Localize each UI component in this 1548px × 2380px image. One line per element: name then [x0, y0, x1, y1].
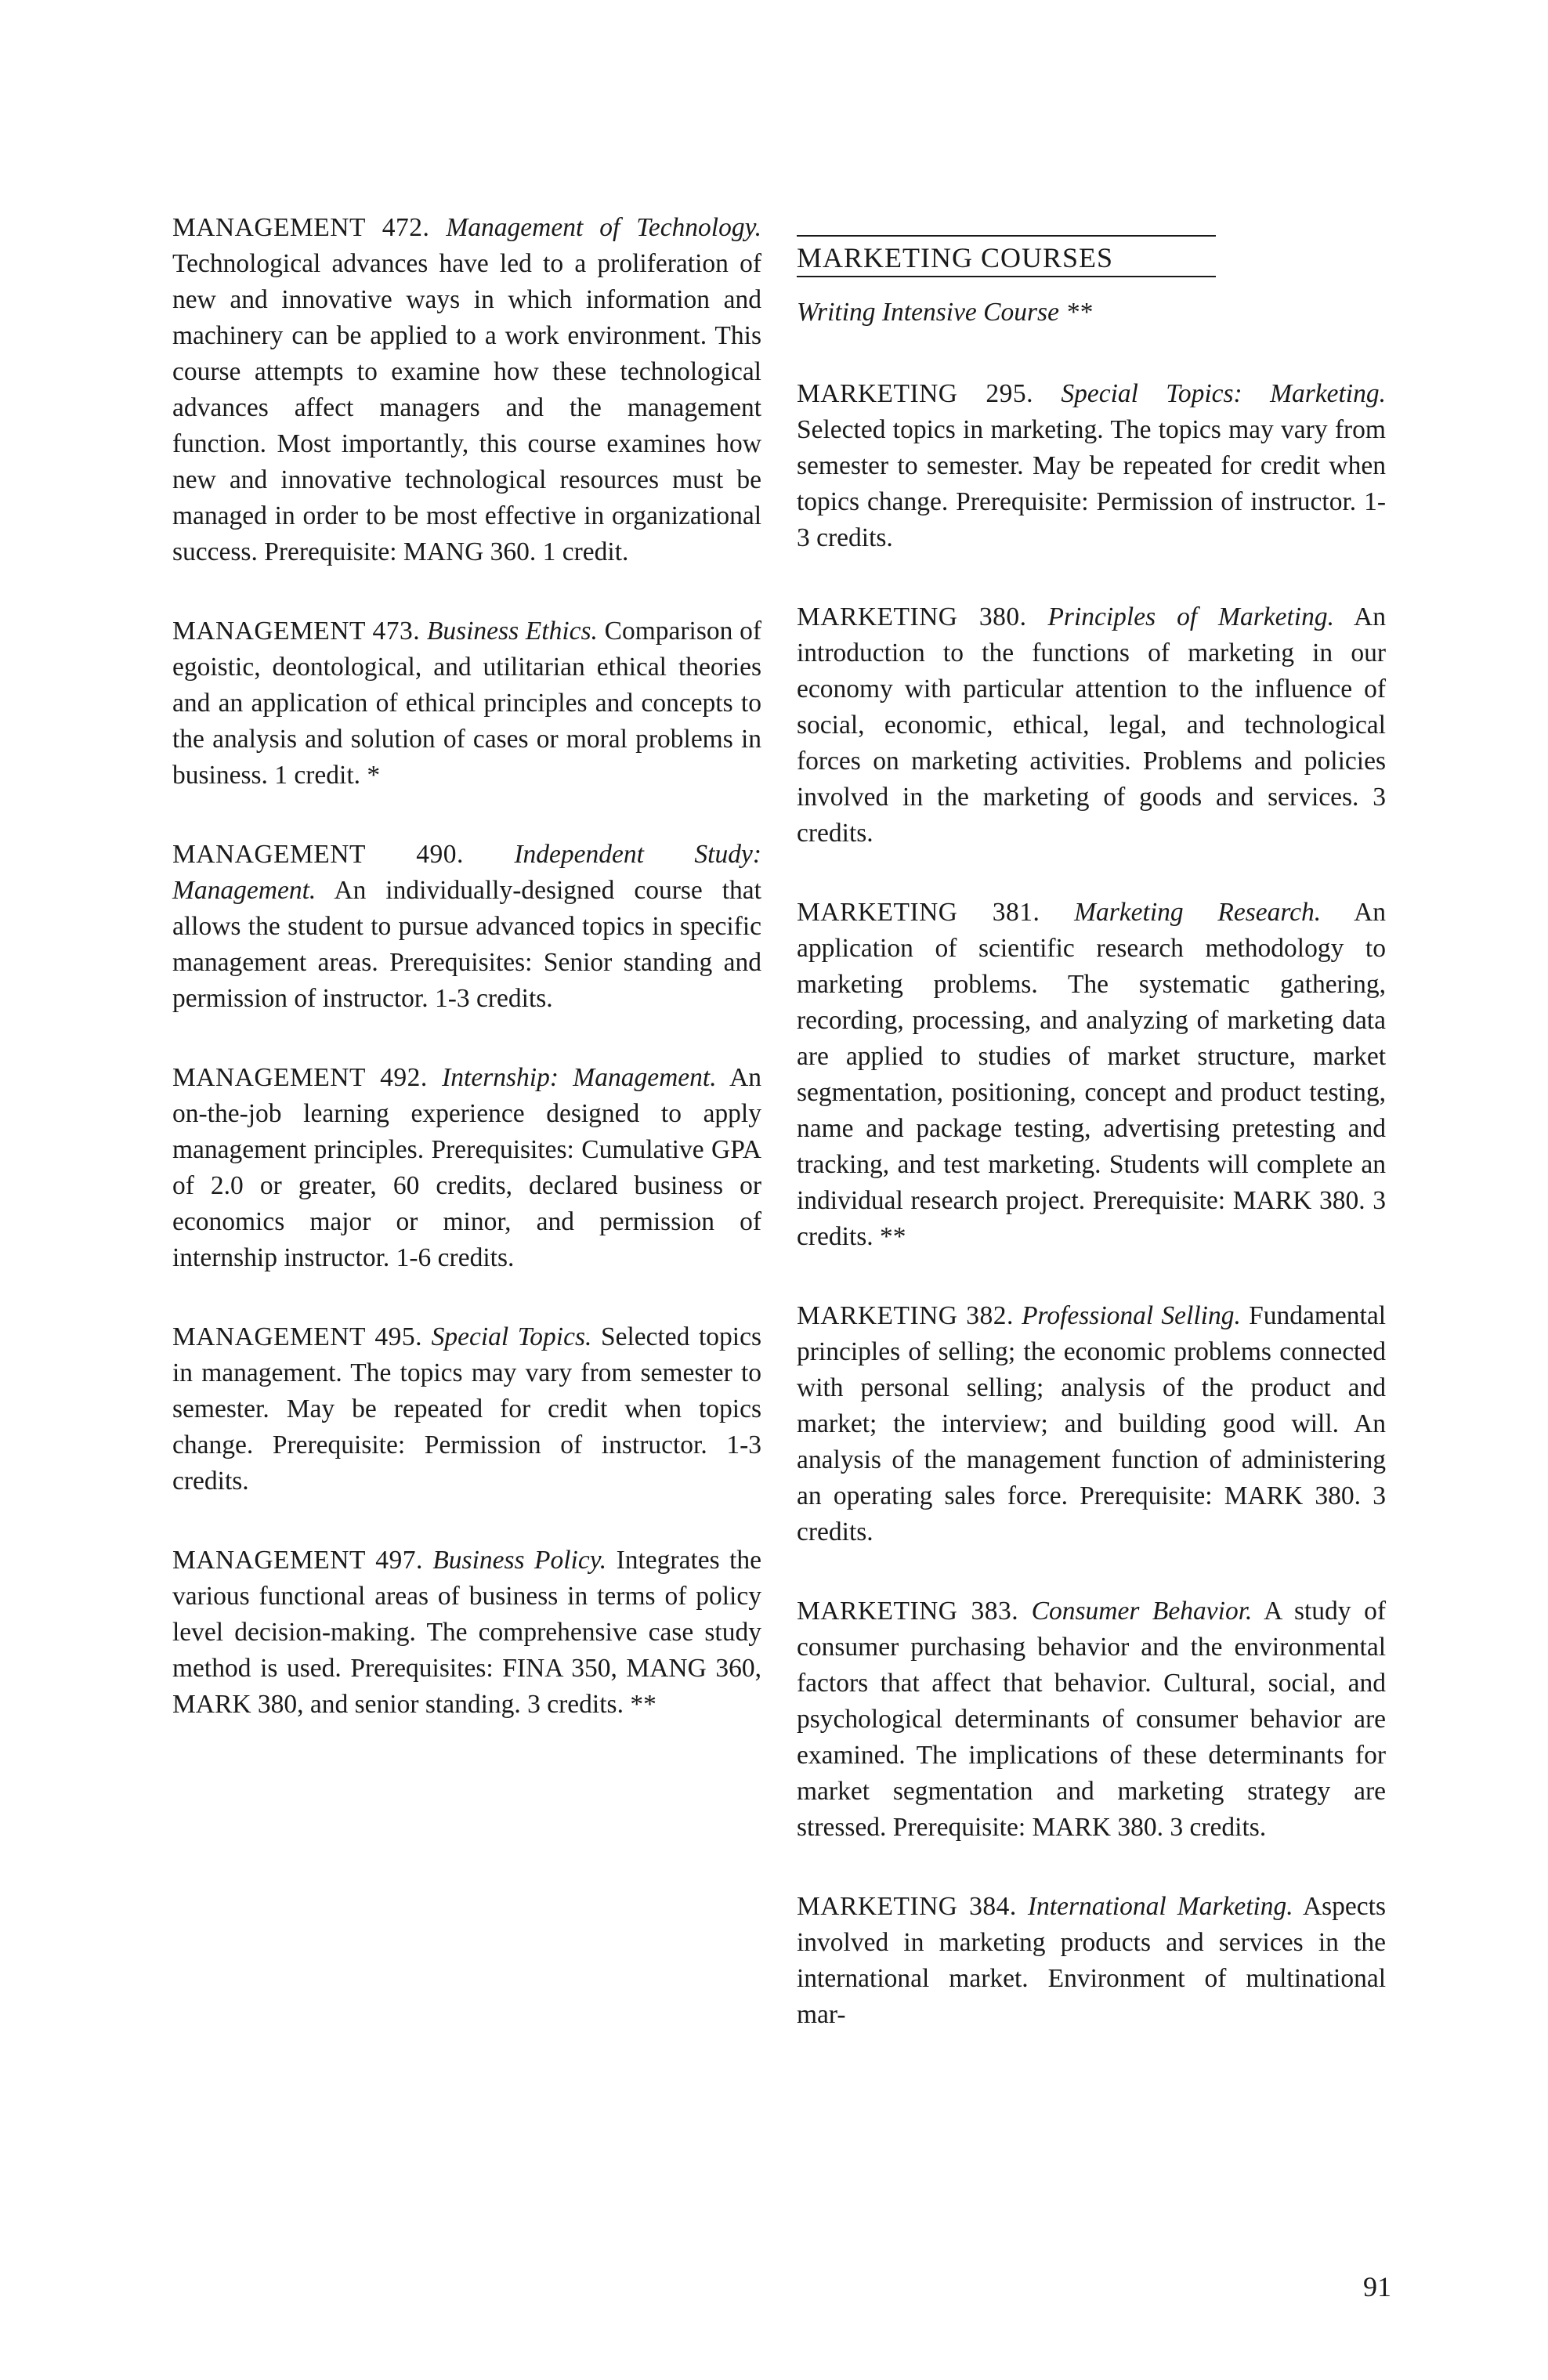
section-subheading: Writing Intensive Course ** — [797, 298, 1092, 327]
course-description: Technological advances have led to a proliferation of new and innovative ways in which information and machinery can be applied to a work environment. This course attempts to examine how these technological advances affect managers and the management function. Most importantly, this course examines how new and innovative technological resources must be managed in order to be most effective in organizational success. Prerequisite: MANG 360. 1 credit. — [172, 249, 761, 566]
course-description: An individually-designed course that allows the student to pursue advanced topics in specific management areas. Prerequisites: Senior standing and permission of instructor. 1-3 credits. — [172, 876, 761, 1013]
course-description: A study of consumer purchasing behavior and the environmental factors that affect that behavior. Cultural, social, and psychological determinants of consumer behavior are examined. The implications of these determinants for market segmentation and marketing strategy are stressed. Prerequisite: MARK 380. 3 credits. — [797, 1597, 1386, 1842]
course-title: Professional Selling. — [1022, 1301, 1241, 1330]
course-title: Special Topics. — [431, 1322, 592, 1351]
course-code: MANAGEMENT 492. — [172, 1063, 428, 1092]
course-code: MARKETING 381. — [797, 898, 1040, 927]
course-description: Integrates the various functional areas of business in terms of policy level decision-making. The comprehensive case study method is used. Prerequisites: FINA 350, MANG 360, MARK 380, and senior standing. 3 credits. ** — [172, 1546, 762, 1719]
course-entry-mark-380 — [797, 599, 1386, 852]
left-column — [172, 210, 761, 1766]
page-number: 91 — [1363, 2271, 1391, 2302]
course-description: Aspects involved in marketing products and services in the international market. Environment of multinational mar- — [797, 1892, 1387, 2029]
course-entry-mark-382 — [797, 1298, 1386, 1550]
course-code: MARKETING 383. — [797, 1597, 1019, 1626]
course-entry-mang-472 — [172, 210, 761, 570]
course-entry-mang-497 — [172, 1543, 761, 1723]
course-title: Consumer Behavior. — [1031, 1597, 1253, 1626]
course-entry-mark-383 — [797, 1593, 1386, 1846]
course-description: An application of scientific research methodology to marketing problems. The systematic gathering, recording, processing, and analyzing of marketing data are applied to studies of market structure, market segmentation, positioning, concept and product testing, name and package testing, advertising pretesting and tracking, and test marketing. Students will complete an individual research project. Prerequisite: MARK 380. 3 credits. ** — [797, 898, 1387, 1251]
course-entry-mark-384 — [797, 1889, 1386, 2033]
course-entry-mark-295 — [797, 376, 1386, 556]
course-description: An on-the-job learning experience designed to apply management principles. Prerequisites: Cumulative GPA of 2.0 or greater, 60 credits, declared business or economics major or minor, and permission of internship instructor. 1-6 credits. — [172, 1063, 762, 1272]
course-entry-mang-490 — [172, 837, 761, 1017]
course-code: MANAGEMENT 473. — [172, 617, 421, 646]
right-column — [797, 235, 1386, 2076]
course-description: Fundamental principles of selling; the economic problems connected with personal selling; analysis of the product and market; the interview; and building good will. An analysis of the management function of administering an operating sales force. Prerequisite: MARK 380. 3 credits. — [797, 1301, 1387, 1546]
course-entry-mark-381 — [797, 895, 1386, 1255]
course-title: Special Topics: Marketing. — [1061, 379, 1386, 408]
course-title: Principles of Marketing. — [1047, 602, 1334, 631]
course-code: MANAGEMENT 472. — [172, 213, 430, 242]
course-title: Management of Technology. — [446, 213, 762, 242]
course-code: MARKETING 384. — [797, 1892, 1017, 1921]
course-title: Independent Study: Management. — [172, 840, 762, 905]
course-code: MANAGEMENT 495. — [172, 1322, 423, 1351]
course-description: Comparison of egoistic, deontological, and utilitarian ethical theories and an application of ethical principles and concepts to the analysis and solution of cases or moral problems in business. 1 credit. * — [172, 617, 762, 790]
course-title: International Marketing. — [1027, 1892, 1293, 1921]
course-title: Business Policy. — [432, 1546, 607, 1575]
course-code: MANAGEMENT 497. — [172, 1546, 423, 1575]
course-code: MARKETING 380. — [797, 602, 1027, 631]
course-entry-mang-495 — [172, 1319, 761, 1499]
section-heading: MARKETING COURSES — [797, 235, 1216, 277]
course-code: MANAGEMENT 490. — [172, 840, 464, 869]
course-title: Marketing Research. — [1074, 898, 1322, 927]
course-description: An introduction to the functions of marketing in our economy with particular attention to the influence of social, economic, ethical, legal, and technological forces on marketing activities. Problems and policies involved in the marketing of goods and services. 3 credits. — [797, 602, 1386, 848]
course-title: Business Ethics. — [426, 617, 598, 646]
course-entry-mang-473 — [172, 613, 761, 794]
course-description: Selected topics in management. The topics may vary from semester to semester. May be repeated for credit when topics change. Prerequisite: Permission of instructor. 1-3 credits. — [172, 1322, 762, 1496]
course-code: MARKETING 295. — [797, 379, 1033, 408]
course-entry-mang-492 — [172, 1060, 761, 1276]
course-title: Internship: Management. — [442, 1063, 717, 1092]
course-description: Selected topics in marketing. The topics may vary from semester to semester. May be repeated for credit when topics change. Prerequisite: Permission of instructor. 1-3 credits. — [797, 415, 1386, 552]
course-code: MARKETING 382. — [797, 1301, 1014, 1330]
